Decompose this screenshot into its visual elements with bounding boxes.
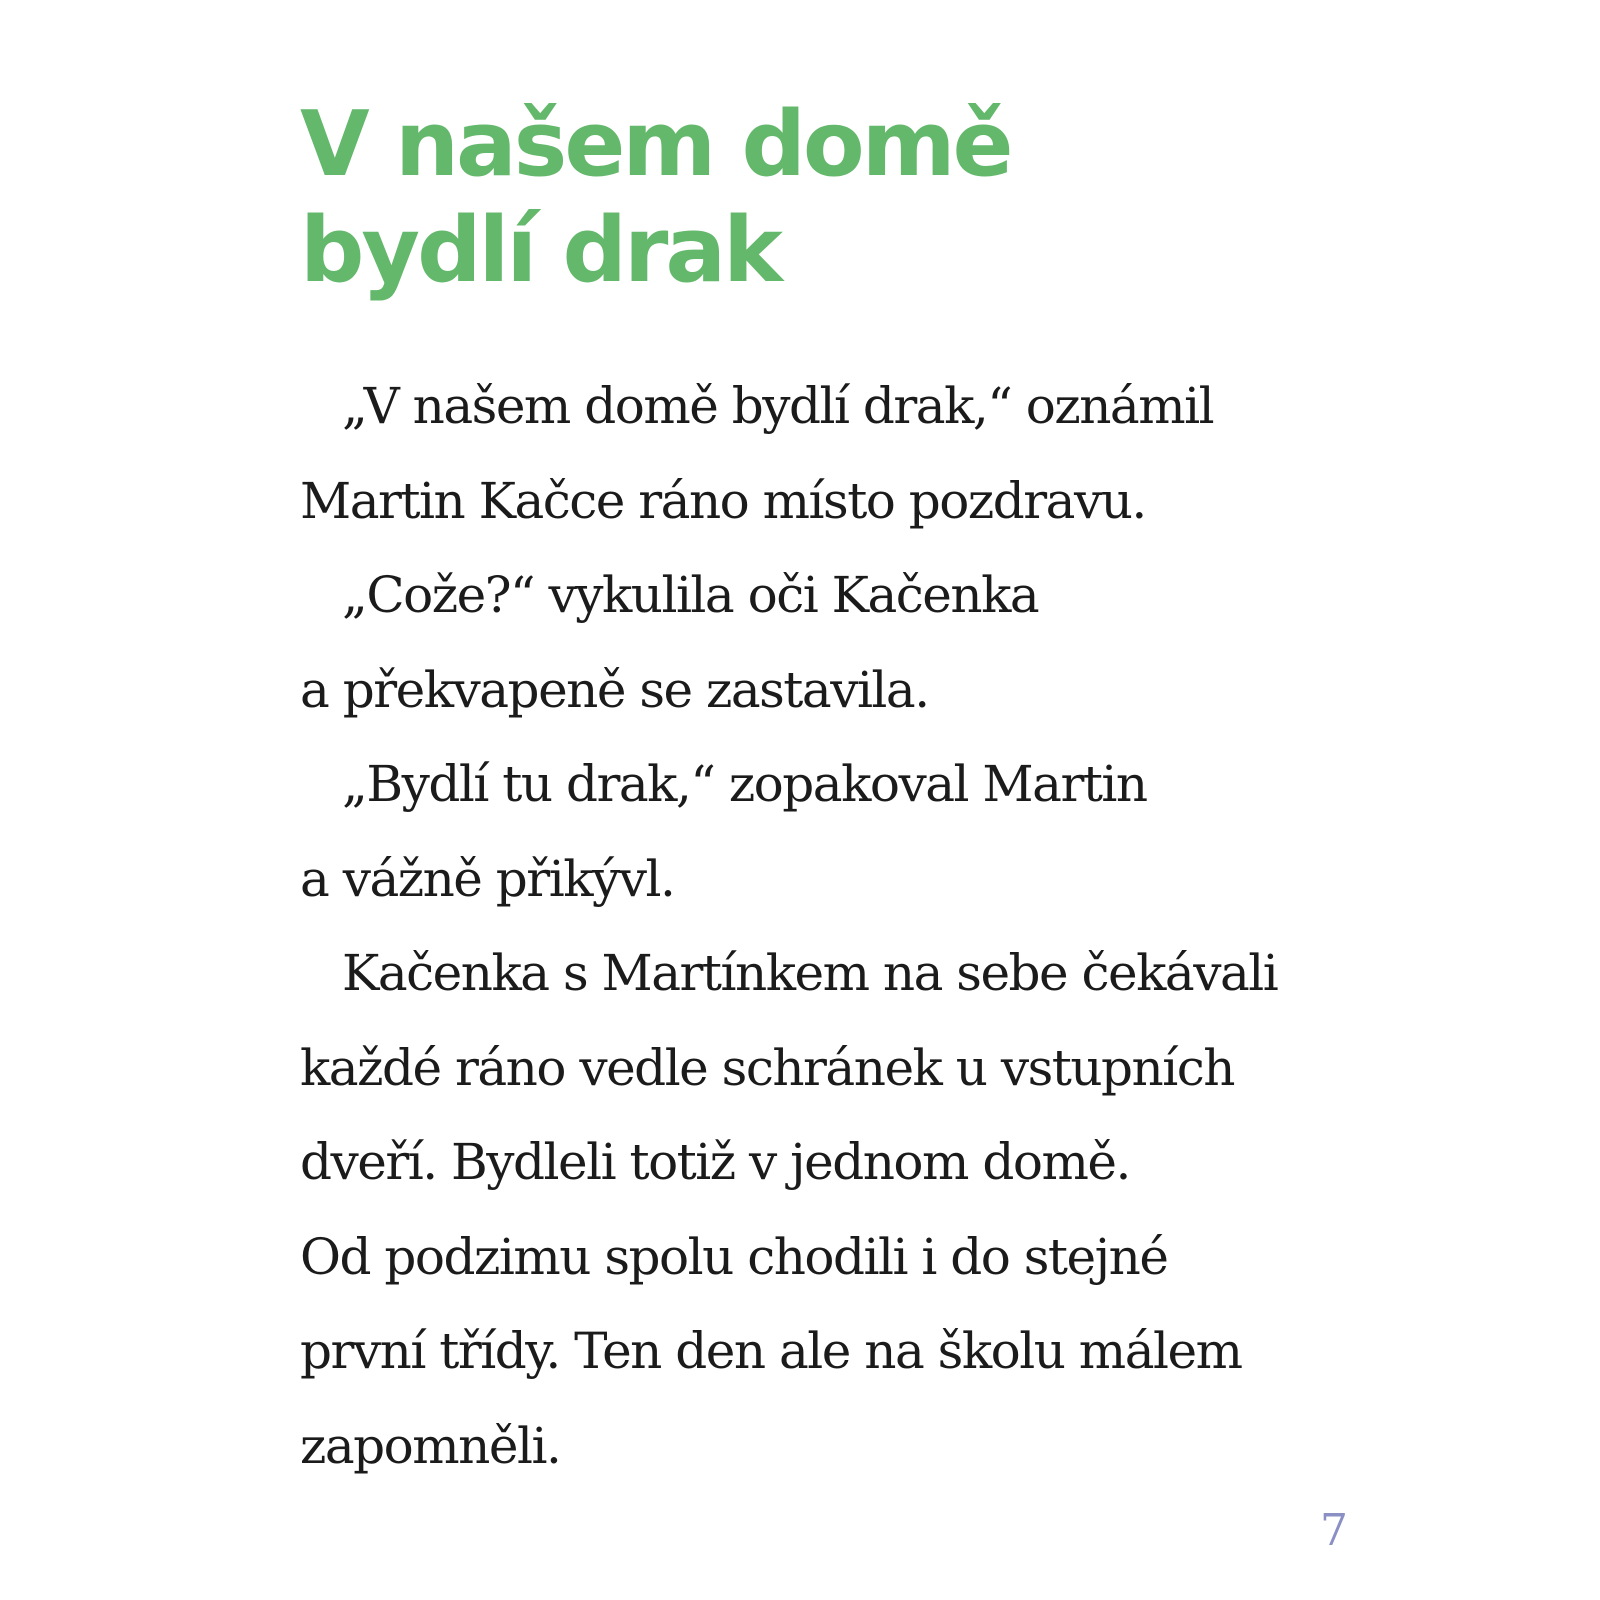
chapter-title-line-2: bydlí drak [300,198,780,303]
chapter-title [300,92,1011,304]
page-number: 7 [1320,1505,1348,1556]
text-line-9: dveří. Bydleli totiž v jednom domě. [300,1133,1130,1191]
text-line-5: „Bydlí tu drak,“ zopakoval Martin [342,755,1147,813]
text-line-3: „Cože?“ vykulila oči Kačenka [342,566,1039,624]
text-line-7: Kačenka s Martínkem na sebe čekávali [342,944,1278,1002]
story-text [300,369,1360,1503]
text-line-10: Od podzimu spolu chodili i do stejné [300,1227,1168,1286]
text-line-11: první třídy. Ten den ale na školu málem [300,1322,1242,1380]
text-line-8: každé ráno vedle schránek u vstupních [300,1038,1234,1097]
text-line-2: Martin Kačce ráno místo pozdravu. [300,471,1146,530]
text-line-6: a vážně přikývl. [300,849,675,908]
chapter-title-line-1: V našem domě [300,92,1011,197]
text-line-12: zapomněli. [300,1416,561,1475]
text-line-4: a překvapeně se zastavila. [300,660,929,719]
text-line-1: „V našem domě bydlí drak,“ oznámil [342,377,1214,435]
